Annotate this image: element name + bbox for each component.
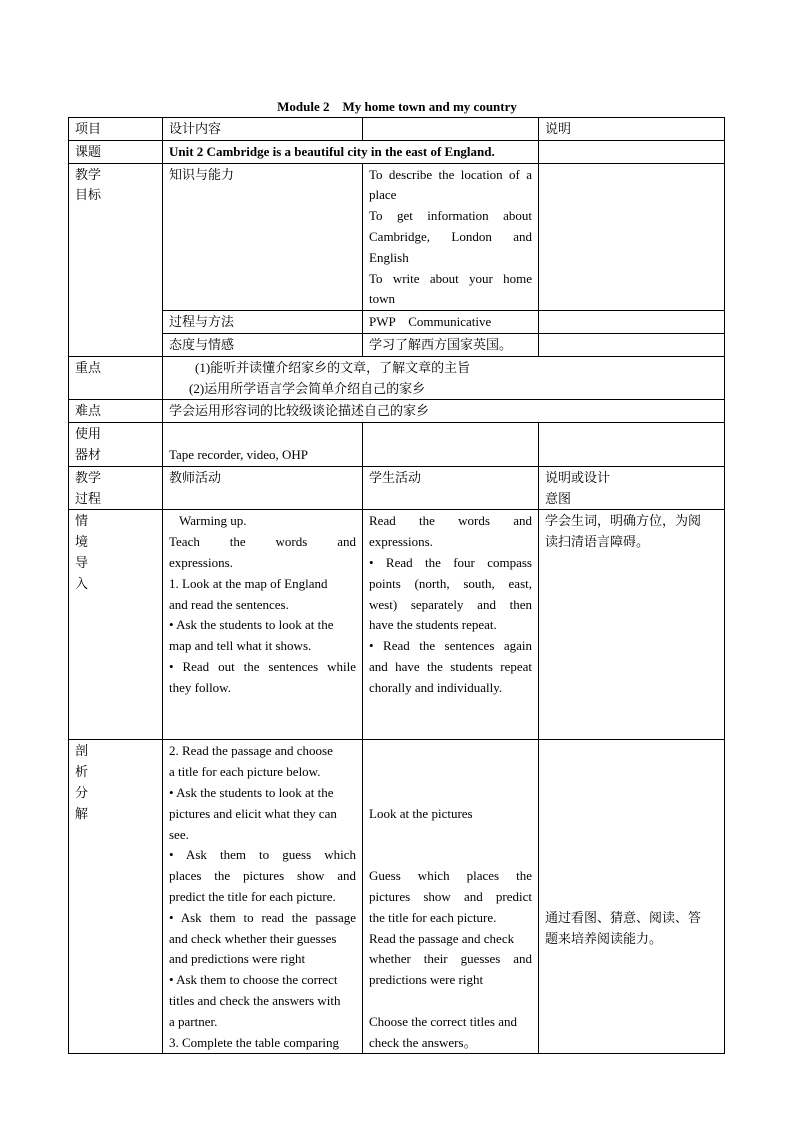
- header-col1: 项目: [69, 118, 163, 141]
- attitude-value: 学习了解西方国家英国。: [363, 333, 539, 356]
- knowledge-label: 知识与能力: [163, 163, 363, 311]
- equipment-label: 使用 器材: [69, 423, 163, 467]
- stage1-note: 学会生词，明确方位，为阅 读扫清语言障碍。: [539, 510, 725, 740]
- knowledge-content: To describe the location of a place To get information about Cambridge, London and English To write about your home town: [363, 163, 539, 311]
- goals-process-row: [69, 311, 725, 334]
- header-row: [69, 118, 725, 141]
- process-value: PWP Communicative: [363, 311, 539, 334]
- note-header: 说明或设计 意图: [539, 466, 725, 510]
- header-col4: 说明: [539, 118, 725, 141]
- equipment-value: Tape recorder, video, OHP: [163, 423, 363, 467]
- stage2-note: 通过看图、猜意、阅读、答 题来培养阅读能力。: [539, 740, 725, 1054]
- process-header-row: [69, 466, 725, 510]
- page-title: Module 2 My home town and my country: [277, 99, 517, 114]
- difficulty-label: 难点: [69, 400, 163, 423]
- stage2-row: [69, 740, 725, 1054]
- stage1-student: Read the words and expressions. • Read the four compass points (north, south, east, west) separately and then have the students repeat. • Read the sentences again and have the students repeat chorally and individually.: [363, 510, 539, 740]
- difficulty-value: 学会运用形容词的比较级谈论描述自己的家乡: [163, 400, 725, 423]
- key-points-label: 重点: [69, 356, 163, 400]
- key-points-row: [69, 356, 725, 400]
- student-activity-header: 学生活动: [363, 466, 539, 510]
- stage1-teacher: Warming up. Teach the words and expressions. 1. Look at the map of England and read the sentences. • Ask the students to look at the map and tell what it shows. • Read out the sentences while they follow.: [163, 510, 363, 740]
- goals-label: 教学 目标: [69, 163, 163, 356]
- process-label: 过程与方法: [163, 311, 363, 334]
- topic-value: Unit 2 Cambridge is a beautiful city in the east of England.: [163, 140, 539, 163]
- equipment-row: [69, 423, 725, 467]
- goals-knowledge-row: [69, 163, 725, 311]
- goals-attitude-row: [69, 333, 725, 356]
- teacher-activity-header: 教师活动: [163, 466, 363, 510]
- stage2-student: Look at the pictures Guess which places the pictures show and predict the title for each picture. Read the passage and check whether their guesses and predictions were right Choose the correct titles and check the answers。: [363, 740, 539, 1054]
- topic-label: 课题: [69, 140, 163, 163]
- header-col2: 设计内容: [163, 118, 363, 141]
- stage1-label: 情 境 导 入: [69, 510, 163, 740]
- key-points-content: (1)能听并读懂介绍家乡的文章，了解文章的主旨 (2)运用所学语言学会简单介绍自己的家乡: [163, 356, 725, 400]
- difficulty-row: [69, 400, 725, 423]
- topic-row: [69, 140, 725, 163]
- stage2-teacher: 2. Read the passage and choose a title for each picture below. • Ask the students to look at the pictures and elicit what they can see. • Ask them to guess which places the pictures show and predict the title for each picture. • Ask them to read the passage and check whether their guesses and predictions were right • Ask them to choose the correct titles and check the answers with a partner. 3. Complete the table comparing: [163, 740, 363, 1054]
- stage2-label: 剖 析 分 解: [69, 740, 163, 1054]
- header-col3: [363, 118, 539, 141]
- stage1-row: [69, 510, 725, 740]
- lesson-plan-table: [68, 117, 725, 1054]
- process-header-label: 教学 过程: [69, 466, 163, 510]
- attitude-label: 态度与情感: [163, 333, 363, 356]
